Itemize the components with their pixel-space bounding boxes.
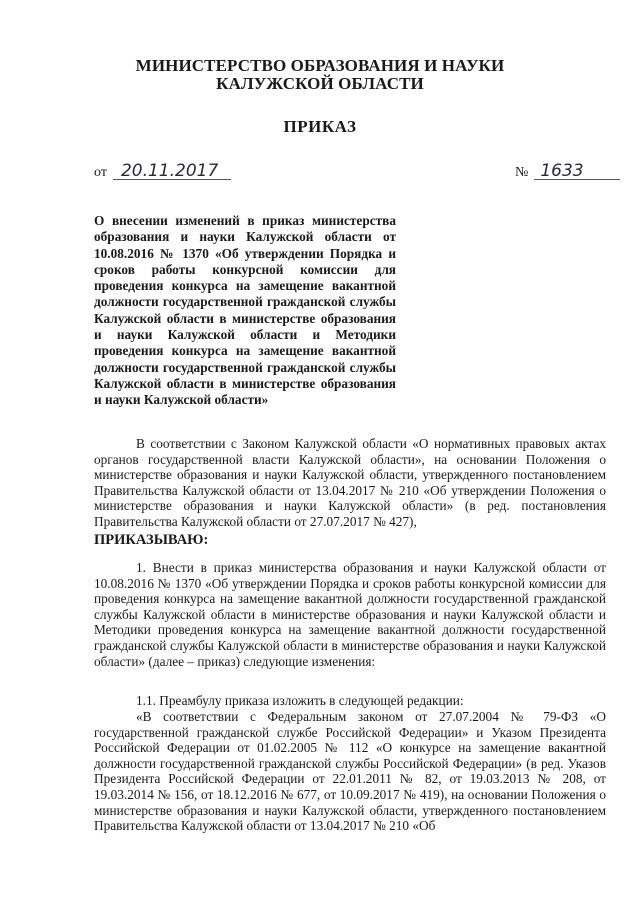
number-prefix: № — [515, 165, 529, 180]
quoted-preamble-paragraph: «В соответствии с Федеральным законом от 27.07.2004 № 79-ФЗ «О государственной гражданской службе Российской Федерации» и Указом Президента Российской Федерации от 01.02.2005 № 112 «О конкурсе на замещение вакантной должности государственной гражданской службы Российской Федерации» (в ред. Указов Президента Российской Федерации от 22.01.2011 № 82, от 19.03.2013 № 208, от 19.03.2014 № 156, от 18.12.2016 № 677, от 10.09.2017 № 419), на основании Положения о министерстве образования и науки Калужской области, утвержденного постановлением Правительства Калужской области от 13.04.2017 № 210 «Об — [94, 709, 606, 834]
document-type: ПРИКАЗ — [283, 117, 357, 136]
order-subject: О внесении изменений в приказ министерства образования и науки Калужской области от 10.08.2016 № 1370 «Об утверждении Порядка и сроков работы конкурсной комиссии для проведения конкурса на замещение вакантной должности государственной гражданской службы Калужской области в министерстве образования и науки Калужской области и Методики проведения конкурса на замещение вакантной должности государственной гражданской службы Калужской области в министерстве образования и науки Калужской области» — [94, 213, 396, 408]
item-1-1-paragraph: 1.1. Преамбулу приказа изложить в следующей редакции: — [136, 693, 464, 708]
preamble-paragraph: В соответствии с Законом Калужской области «О нормативных правовых актах органов государственной власти Калужской области», на основании Положения о министерстве образования и науки Калужской области, утвержденного постановлением Правительства Калужской области от 13.04.2017 № 210 «Об утверждении Положения о министерстве образования и науки Калужской области» (в ред. постановления Правительства Калужской области от 27.07.2017 № 427), — [94, 436, 606, 529]
ministry-name-line2: КАЛУЖСКОЙ ОБЛАСТИ — [216, 74, 424, 93]
date-handwritten: 20.11.2017 — [113, 163, 231, 180]
date-prefix: от — [94, 165, 107, 180]
order-keyword: ПРИКАЗЫВАЮ: — [94, 532, 209, 548]
ministry-name-line1: МИНИСТЕРСТВО ОБРАЗОВАНИЯ И НАУКИ — [135, 56, 505, 75]
number-handwritten: 1633 — [534, 163, 620, 180]
item-1-paragraph: 1. Внести в приказ министерства образования и науки Калужской области от 10.08.2016 № 1370 «Об утверждении Порядка и сроков работы конкурсной комиссии для проведения конкурса на замещение вакантной должности государственной гражданской службы Калужской области в министерстве образования и науки Калужской области и Методики проведения конкурса на замещение вакантной должности государственной гражданской службы Калужской области в министерстве образования и науки Калужской области» (далее – приказ) следующие изменения: — [94, 560, 606, 669]
number-row — [515, 163, 620, 181]
date-row — [94, 163, 231, 181]
